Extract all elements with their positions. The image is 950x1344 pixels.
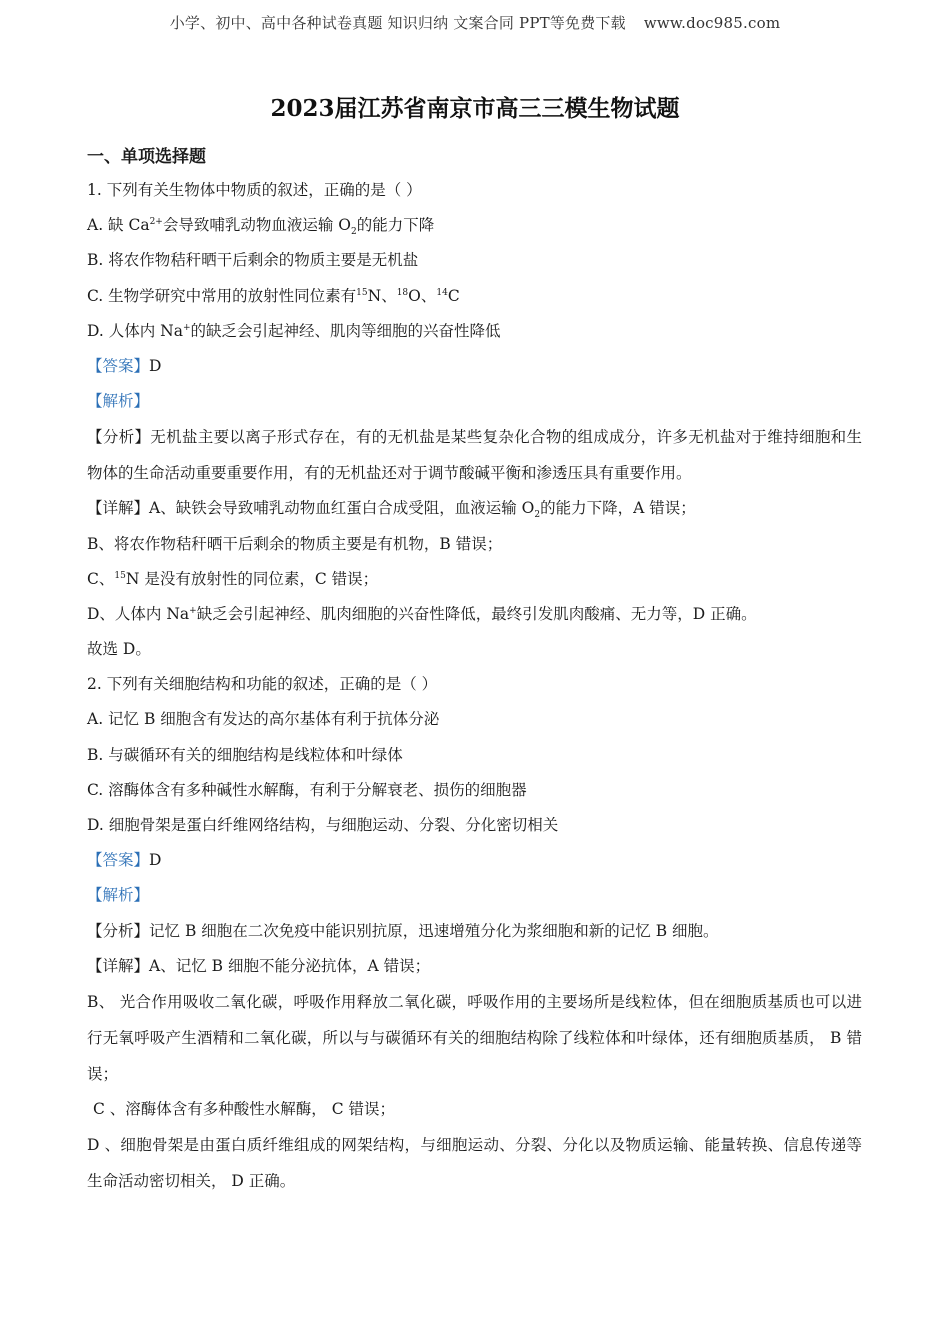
page-header xyxy=(0,12,950,33)
q2-xiangjie-d: D 、细胞骨架是由蛋白质纤维组成的网架结构，与细胞运动、分裂、分化以及物质运输、能量转换、信息传递等生命活动密切相关， D 正确。 xyxy=(87,1136,862,1191)
q2-fenxi: 【分析】记忆 B 细胞在二次免疫中能识别抗原，迅速增殖分化为浆细胞和新的记忆 B 细胞。 xyxy=(87,921,719,940)
q2-xiangjie-c: C 、溶酶体含有多种酸性水解酶， C 错误； xyxy=(93,1099,396,1118)
q1-stem: 1. 下列有关生物体中物质的叙述，正确的是（ ） xyxy=(87,181,422,199)
q1-option-d: D. 人体内 Na+的缺乏会引起神经、肌肉等细胞的兴奋性降低 xyxy=(87,321,501,340)
document-body xyxy=(87,143,862,1199)
q2-option-c: C. 溶酶体含有多种碱性水解酶，有利于分解衰老、损伤的细胞器 xyxy=(87,780,527,799)
q2-option-d: D. 细胞骨架是蛋白纤维网络结构，与细胞运动、分裂、分化密切相关 xyxy=(87,816,559,834)
q1-conclusion: 故选 D。 xyxy=(87,640,151,659)
answer-label: 【答案】 xyxy=(87,851,150,870)
section-heading: 一、单项选择题 xyxy=(87,147,206,167)
header-url[interactable]: www.doc985.com xyxy=(643,14,781,32)
q2-xiangjie-b: B、 光合作用吸收二氧化碳，呼吸作用释放二氧化碳，呼吸作用的主要场所是线粒体，但在细胞质基质也可以进行无氧呼吸产生酒精和二氧化碳，所以与与碳循环有关的细胞结构除了线粒体和叶绿体，还有细胞质基质， B 错误； xyxy=(87,992,862,1083)
q1-option-c: C. 生物学研究中常用的放射性同位素有$^{15}$N、$^{18}$O、$^{14}$C xyxy=(87,286,460,305)
answer-label: 【答案】 xyxy=(87,356,150,375)
q2-stem: 2. 下列有关细胞结构和功能的叙述，正确的是（ ） xyxy=(87,675,438,694)
header-text: 小学、初中、高中各种试卷真题 知识归纳 文案合同 PPT等免费下载 xyxy=(169,14,626,32)
q1-xiangjie-b: B、将农作物秸秆晒干后剩余的物质主要是有机物，B 错误； xyxy=(87,534,503,553)
q1-xiangjie-c: C、$^{15}$N 是没有放射性的同位素，C 错误； xyxy=(87,569,379,588)
q1-xiangjie-d: D、人体内 Na+缺乏会引起神经、肌肉细胞的兴奋性降低，最终引发肌肉酸痛、无力等，D 正确。 xyxy=(87,604,757,623)
q2-analysis-label: 【解析】 xyxy=(87,886,150,905)
q1-analysis-label: 【解析】 xyxy=(87,392,150,411)
q1-option-b: B. 将农作物秸秆晒干后剩余的物质主要是无机盐 xyxy=(87,251,419,270)
q2-answer: 【答案】D xyxy=(87,851,162,870)
q2-option-b: B. 与碳循环有关的细胞结构是线粒体和叶绿体 xyxy=(87,745,403,764)
q1-xiangjie-a: 【详解】A、缺铁会导致哺乳动物血红蛋白合成受阻，血液运输 $O_2$的能力下降，A 错误； xyxy=(87,499,696,521)
q2-option-a: A. 记忆 B 细胞含有发达的高尔基体有利于抗体分泌 xyxy=(87,710,440,729)
q1-answer: 【答案】D xyxy=(87,356,162,375)
q1-fenxi: 【分析】无机盐主要以离子形式存在，有的无机盐是某些复杂化合物的组成成分，许多无机盐对于维持细胞和生物体的生命活动重要重要作用，有的无机盐还对于调节酸碱平衡和渗透压具有重要作用。 xyxy=(87,428,862,483)
q1-option-a: A. 缺 $Ca^{2+}$会导致哺乳动物血液运输 $O_2$的能力下降 xyxy=(87,216,435,238)
q2-xiangjie-a: 【详解】A、记忆 B 细胞不能分泌抗体，A 错误； xyxy=(87,956,431,975)
document-title: 2023届江苏省南京市高三三模生物试题 xyxy=(270,95,680,122)
